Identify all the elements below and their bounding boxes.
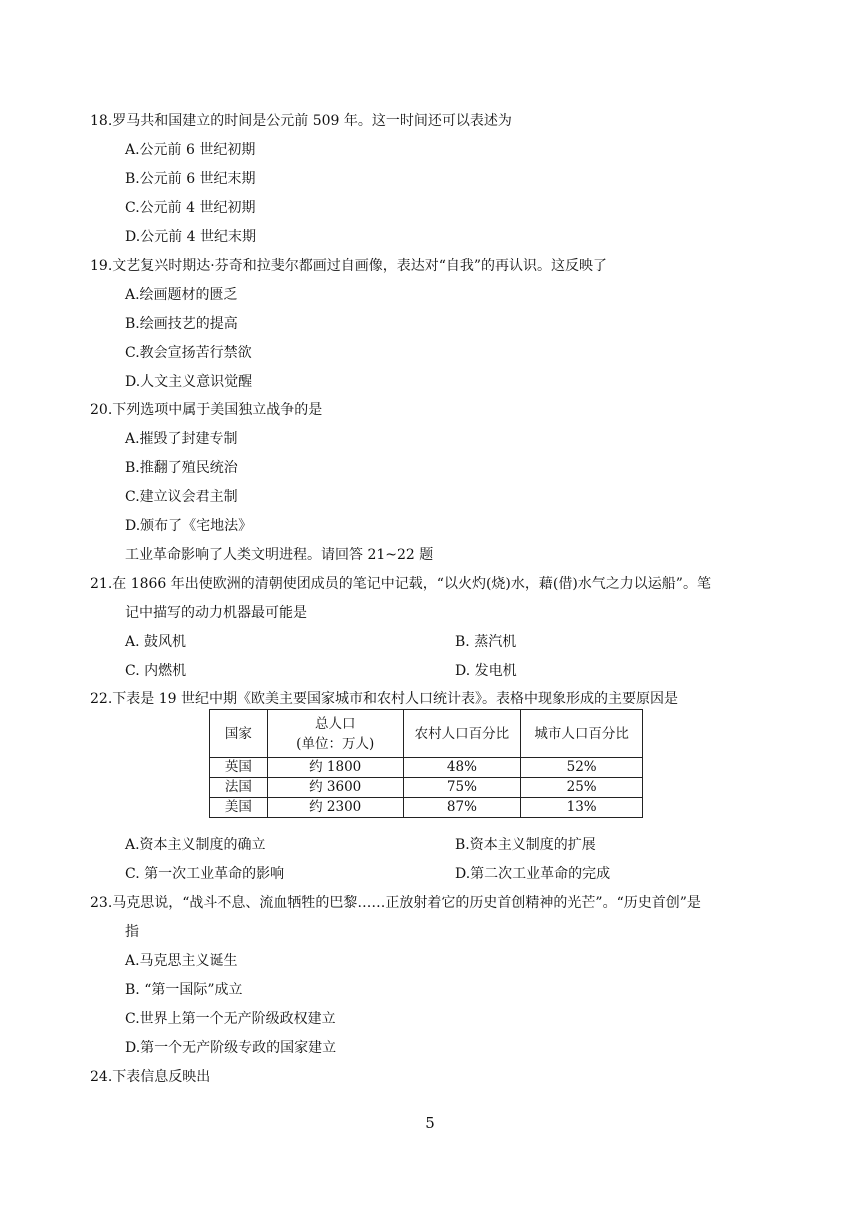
cell-urban: 25% — [521, 778, 643, 798]
q19-option-d: D.人文主义意识觉醒 — [125, 374, 253, 390]
cell-rural: 75% — [403, 778, 521, 798]
q23-option-a: A.马克思主义诞生 — [125, 953, 238, 969]
q18-option-d: D.公元前 4 世纪末期 — [125, 229, 256, 245]
q23-option-b: B. “第一国际”成立 — [125, 982, 243, 998]
q20-option-c: C.建立议会君主制 — [125, 489, 238, 505]
cell-urban: 13% — [521, 798, 643, 818]
table-row — [210, 758, 643, 778]
q21-option-d: D. 发电机 — [455, 663, 517, 679]
q21-option-c: C. 内燃机 — [125, 663, 187, 679]
q21-stem-line1: 21.在 1866 年出使欧洲的清朝使团成员的笔记中记载，“以火灼(烧)水，藉(借)水气之力以运船”。笔 — [90, 576, 711, 592]
q21-option-a: A. 鼓风机 — [125, 634, 187, 650]
q19-option-b: B.绘画技艺的提高 — [125, 316, 238, 332]
q18-option-c: C.公元前 4 世纪初期 — [125, 200, 256, 216]
cell-total: 约 3600 — [267, 778, 403, 798]
q19-option-a: A.绘画题材的匮乏 — [125, 287, 238, 303]
population-table — [209, 709, 643, 818]
cell-rural: 87% — [403, 798, 521, 818]
q22-option-d: D.第二次工业革命的完成 — [455, 866, 611, 882]
q22-option-a: A.资本主义制度的确立 — [125, 837, 266, 853]
q20-option-a: A.摧毁了封建专制 — [125, 431, 238, 447]
q22-stem: 22.下表是 19 世纪中期《欧美主要国家城市和农村人口统计表》。表格中现象形成的主要原因是 — [90, 691, 678, 707]
q18-option-b: B.公元前 6 世纪末期 — [125, 171, 256, 187]
cell-country: 英国 — [210, 758, 268, 778]
q20-option-b: B.推翻了殖民统治 — [125, 460, 238, 476]
q22-option-c: C. 第一次工业革命的影响 — [125, 866, 285, 882]
q20-option-d: D.颁布了《宅地法》 — [125, 518, 253, 534]
cell-total: 约 1800 — [267, 758, 403, 778]
header-total-unit: (单位：万人) — [296, 735, 375, 752]
cell-country: 美国 — [210, 798, 268, 818]
q18-stem: 18.罗马共和国建立的时间是公元前 509 年。这一时间还可以表述为 — [90, 113, 512, 129]
q20-stem: 20.下列选项中属于美国独立战争的是 — [90, 402, 323, 418]
q22-option-b: B.资本主义制度的扩展 — [455, 837, 596, 853]
q19-option-c: C.教会宣扬苦行禁欲 — [125, 345, 252, 361]
table-row — [210, 778, 643, 798]
table-row — [210, 798, 643, 818]
table-header-row — [210, 710, 643, 758]
cell-urban: 52% — [521, 758, 643, 778]
q21-option-b: B. 蒸汽机 — [455, 634, 517, 650]
section-intro: 工业革命影响了人类文明进程。请回答 21~22 题 — [125, 547, 434, 563]
header-urban-percent: 城市人口百分比 — [521, 710, 643, 758]
cell-total: 约 2300 — [267, 798, 403, 818]
cell-country: 法国 — [210, 778, 268, 798]
q23-stem-line2: 指 — [125, 924, 139, 940]
header-country: 国家 — [210, 710, 268, 758]
q23-option-d: D.第一个无产阶级专政的国家建立 — [125, 1040, 337, 1056]
header-total-label: 总人口 — [314, 715, 356, 732]
page-number: 5 — [425, 1114, 435, 1132]
q18-option-a: A.公元前 6 世纪初期 — [125, 142, 256, 158]
q23-option-c: C.世界上第一个无产阶级政权建立 — [125, 1011, 336, 1027]
header-total-population — [267, 710, 403, 758]
header-rural-percent: 农村人口百分比 — [403, 710, 521, 758]
q19-stem: 19.文艺复兴时期达·芬奇和拉斐尔都画过自画像，表达对“自我”的再认识。这反映了 — [90, 258, 608, 274]
q24-stem: 24.下表信息反映出 — [90, 1069, 211, 1085]
q21-stem-line2: 记中描写的动力机器最可能是 — [125, 605, 307, 621]
cell-rural: 48% — [403, 758, 521, 778]
q23-stem-line1: 23.马克思说，“战斗不息、流血牺牲的巴黎……正放射着它的历史首创精神的光芒”。“历史首创”是 — [90, 895, 701, 911]
